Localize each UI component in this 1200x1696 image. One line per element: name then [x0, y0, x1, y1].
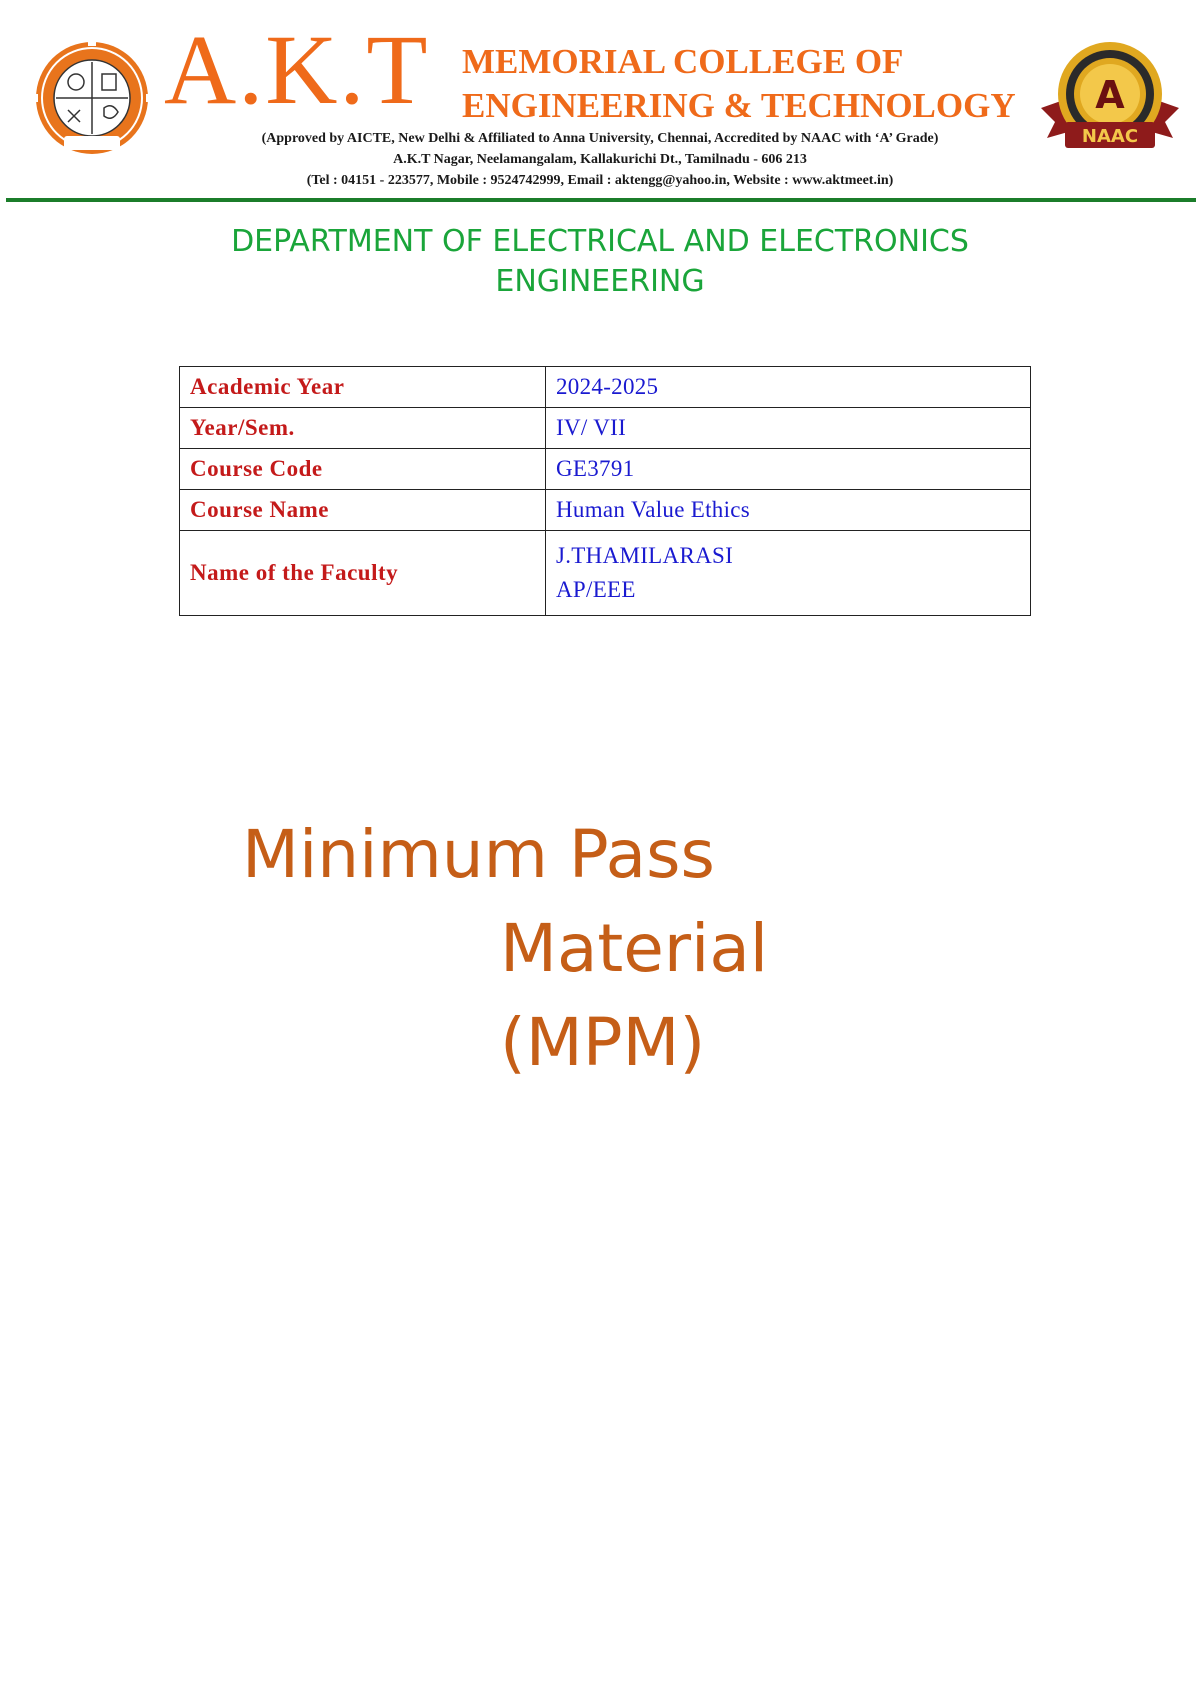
faculty-label: Name of the Faculty — [180, 531, 546, 616]
department-title — [160, 222, 1040, 302]
faculty-value — [546, 531, 1031, 616]
college-address: A.K.T Nagar, Neelamangalam, Kallakurichi Dt., Tamilnadu - 606 213 — [393, 152, 807, 167]
table-row — [180, 408, 1031, 449]
college-contact-details: (Tel : 04151 - 223577, Mobile : 9524742999, Email : aktengg@yahoo.in, Website : www.aktmeet.in) — [306, 173, 894, 188]
department-title-line-1: DEPARTMENT OF ELECTRICAL AND ELECTRONICS — [231, 224, 969, 259]
naac-label: NAAC — [1081, 126, 1139, 147]
header-divider — [6, 198, 1196, 202]
document-title-line-1: Minimum Pass — [242, 816, 715, 893]
table-row — [180, 449, 1031, 490]
document-title-line-3: (MPM) — [500, 1004, 706, 1081]
academic-year-value: 2024-2025 — [546, 367, 1031, 408]
table-row — [180, 531, 1031, 616]
course-code-value: GE3791 — [546, 449, 1031, 490]
college-name — [462, 40, 1042, 128]
course-name-value: Human Value Ethics — [546, 490, 1031, 531]
college-acronym-logo: A.K.T — [164, 14, 430, 125]
year-sem-value: IV/ VII — [546, 408, 1031, 449]
course-name-label: Course Name — [180, 490, 546, 531]
faculty-designation: AP/EEE — [556, 577, 636, 602]
college-name-line-1: MEMORIAL COLLEGE OF — [462, 42, 904, 81]
college-seal-logo-icon — [26, 40, 158, 156]
approval-statement: (Approved by AICTE, New Delhi & Affiliated to Anna University, Chennai, Accredited by NAAC with ‘A’ Grade) — [261, 131, 939, 146]
course-info-table — [179, 366, 1031, 616]
table-row — [180, 367, 1031, 408]
academic-year-label: Academic Year — [180, 367, 546, 408]
year-sem-label: Year/Sem. — [180, 408, 546, 449]
department-title-line-2: ENGINEERING — [495, 264, 705, 299]
document-title-line-2: Material — [500, 910, 769, 987]
course-code-label: Course Code — [180, 449, 546, 490]
naac-grade: A — [1095, 73, 1125, 117]
table-row — [180, 490, 1031, 531]
naac-badge-icon — [1035, 38, 1185, 154]
college-name-line-2: ENGINEERING & TECHNOLOGY — [462, 86, 1016, 125]
faculty-name: J.THAMILARASI — [556, 543, 734, 568]
